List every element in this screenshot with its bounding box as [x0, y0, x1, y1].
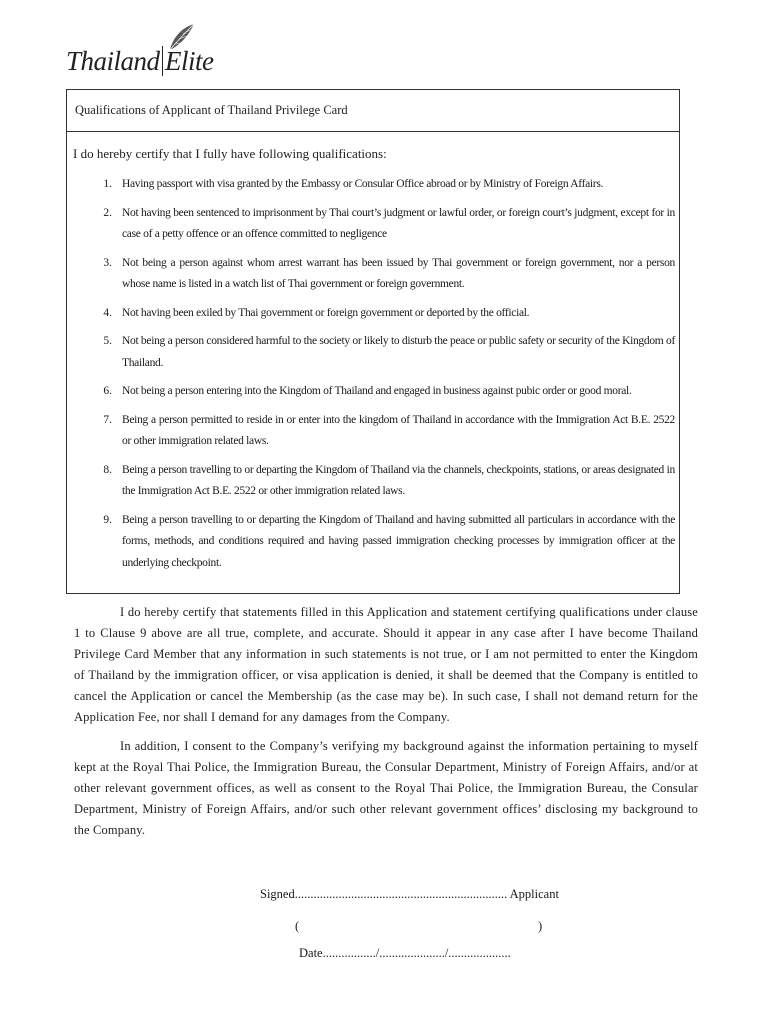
qualification-number: 6. — [103, 385, 112, 397]
qualification-number: 7. — [103, 413, 112, 426]
qualification-text: Being a person travelling to or departing the Kingdom of Thailand and having submitted all particulars in accordance with the forms, methods, and conditions required and having passed immigration checking processes by immigration officer at the underlying checkpoint. — [122, 513, 675, 569]
date-line: Date................./...................../.................... — [299, 946, 511, 960]
qualifications-list — [67, 174, 679, 574]
qualification-item — [67, 410, 679, 453]
qualification-text: Not being a person against whom arrest warrant has been issued by Thai government or foreign government, nor a person whose name is listed in a watch list of Thai government or foreign government. — [122, 256, 675, 290]
qualification-item — [67, 253, 679, 296]
qualification-number: 8. — [103, 463, 112, 476]
qualifications-box — [66, 89, 680, 594]
qualification-number: 3. — [103, 256, 112, 269]
box-intro: I do hereby certify that I fully have following qualifications: — [73, 146, 387, 161]
box-title: Qualifications of Applicant of Thailand Privilege Card — [75, 103, 348, 117]
name-paren-close: ) — [538, 919, 543, 933]
qualification-item — [67, 460, 679, 503]
qualification-text: Not having been sentenced to imprisonment by Thai court’s judgment or lawful order, or foreign court’s judgment, except for in case of a petty offence or an offence committed to negligence — [122, 206, 675, 240]
qualification-number: 5. — [103, 335, 112, 347]
qualification-text: Having passport with visa granted by the Embassy or Consular Office abroad or by Ministry of Foreign Affairs. — [122, 178, 604, 190]
logo-wordmark: Thailand Elite — [66, 46, 214, 76]
signature-line: Signed.................................................................... Applicant — [260, 887, 559, 901]
qualification-text: Being a person travelling to or departing the Kingdom of Thailand via the channels, checkpoints, stations, or areas designated in the Immigration Act B.E. 2522 or other immigration related laws. — [122, 463, 675, 497]
qualification-number: 1. — [103, 178, 112, 190]
qualification-item — [67, 381, 679, 403]
qualification-item — [67, 203, 679, 246]
qualification-text: Not being a person considered harmful to the society or likely to disturb the peace or public safety or security of the Kingdom of Thailand. — [122, 335, 675, 369]
qualification-number: 2. — [103, 206, 112, 219]
name-paren-open: ( — [295, 919, 300, 933]
qualification-item — [67, 510, 679, 575]
qualification-number: 9. — [103, 513, 112, 526]
certification-paragraph: I do hereby certify that statements filled in this Application and statement certifying qualifications under clause 1 to Clause 9 above are all true, complete, and accurate. Should it appear in any case after I have become Thailand Privilege Card Member that any information in such statements is not true, or I am not permitted to enter the Kingdom of Thailand by the immigration officer, or visa application is denied, it shall be deemed that the Company is entitled to cancel the Application or cancel the Membership (as the case may be). In such case, I shall not demand return for the Application Fee, nor shall I demand for any damages from the Company. — [74, 605, 698, 724]
qualification-number: 4. — [103, 306, 112, 319]
thailand-elite-logo — [66, 22, 216, 80]
qualification-item — [67, 303, 679, 325]
consent-paragraph: In addition, I consent to the Company’s verifying my background against the information pertaining to myself kept at the Royal Thai Police, the Immigration Bureau, the Consular Department, Ministry of Foreign Affairs, and/or at other relevant government offices, as well as consent to the Royal Thai Police, the Immigration Bureau, the Consular Department, Ministry of Foreign Affairs, and/or such other relevant government offices’ disclosing my background to the Company. — [74, 739, 698, 837]
qualification-text: Not having been exiled by Thai government or foreign government or deported by the official. — [122, 306, 530, 319]
box-divider — [67, 131, 679, 132]
qualification-text: Not being a person entering into the Kingdom of Thailand and engaged in business against pubic order or good moral. — [122, 385, 632, 397]
qualification-item — [67, 331, 679, 374]
qualification-item — [67, 174, 679, 196]
qualification-text: Being a person permitted to reside in or enter into the kingdom of Thailand in accordance with the Immigration Act B.E. 2522 or other immigration related laws. — [122, 413, 675, 447]
